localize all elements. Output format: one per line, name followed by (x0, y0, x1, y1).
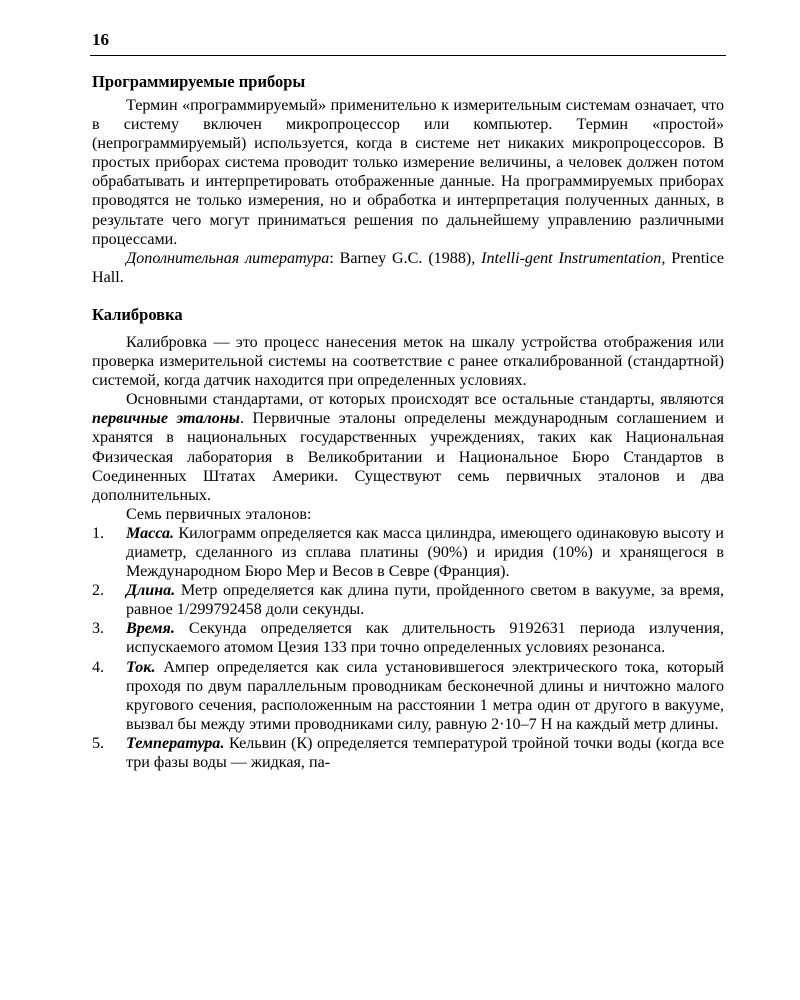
list-item-term: Температура. (126, 734, 225, 752)
section-title-programmable: Программируемые приборы (92, 72, 306, 91)
list-item (92, 658, 724, 734)
further-reading-title: Intelli-gent Instrumentation (481, 249, 662, 267)
list-item-term: Длина. (126, 582, 176, 600)
list-item-text: Кельвин (К) определяется температурой тройной точки воды (когда все три фазы воды — жидкая, па- (126, 734, 724, 771)
list-item-text: Ампер определяется как сила установившегося электрического тока, который проходя по двум параллельным проводникам бесконечной длины и ничтожно малого кругового сечения, расположенным на расстоянии 1 метра один от другого в вакууме, вызвал бы между этими проводниками силу, равную 2·10–7 Н на каждый метр длины. (126, 658, 724, 733)
primary-standards-list (92, 524, 724, 772)
paragraph-calibration-2 (92, 390, 724, 505)
list-item-term: Время. (126, 620, 175, 638)
paragraph-calibration-2-start: Основными стандартами, от которых происходят все остальные стандарты, являются (126, 391, 724, 409)
list-intro: Семь первичных эталонов: (126, 505, 312, 523)
list-item-text: Килограмм определяется как масса цилиндра, имеющего одинаковую высоту и диаметр, сделанного из сплава платины (90%) и иридия (10%) и хранящегося в Международном Бюро Мер и Весов в Севре (Франция). (126, 524, 724, 581)
paragraph-calibration-1: Калибровка — это процесс нанесения меток на шкалу устройства отображения или проверка измерительной системы на соответствие с ранее откалиброванной (стандартной) системой, когда датчик находится при определенных условиях. (92, 333, 724, 390)
list-item-number: 3. (92, 620, 105, 638)
primary-standards-term: первичные эталоны (92, 410, 240, 428)
list-item-term: Масса. (126, 524, 175, 542)
paragraph-calibration-2-end: . Первичные эталоны определены международным соглашением и хранятся в национальных государственных учреждениях, таких как Национальная Физическая лаборатория в Великобритании и Национальное Бюро Стандартов в Соединенных Штатах Америки. Существуют семь первичных эталонов и два дополнительных. (92, 410, 724, 504)
list-item-text: Метр определяется как длина пути, пройденного светом в вакууме, за время, равное 1/299792458 доли секунды. (126, 582, 724, 619)
further-reading-label: Дополнительная литература (126, 249, 330, 267)
header-rule (90, 55, 726, 56)
further-reading-author: : Barney G.C. (1988), (329, 249, 482, 267)
list-item (92, 581, 724, 619)
list-item-text: Секунда определяется как длительность 9192631 периода излучения, испускаемого атомом Цезия 133 при точно определенных условиях резонанса. (126, 620, 724, 657)
section-title-calibration: Калибровка (92, 304, 183, 324)
further-reading (92, 249, 724, 287)
list-item-number: 5. (92, 734, 105, 752)
list-item-number: 4. (92, 658, 105, 676)
paragraph-programmable: Термин «программируемый» применительно к измерительным системам означает, что в систему включен микропроцессор или компьютер. Термин «простой» (непрограммируемый) используется, когда в системе нет никаких микропроцессоров. В простых приборах система проводит только измерение величины, а человек должен потом обрабатывать и интерпретировать отображенные данные. На программируемых приборах проводятся не только измерения, но и обработка и интерпретация полученных данных, в результате чего могут приниматься решения по дальнейшему управлению различными процессами. (92, 97, 724, 248)
list-item (92, 524, 724, 581)
list-item (92, 734, 724, 772)
list-item-term: Ток. (126, 658, 156, 676)
list-item-number: 1. (92, 524, 105, 542)
list-item (92, 619, 724, 657)
page-number: 16 (92, 30, 109, 49)
page-content (92, 72, 724, 772)
list-item-number: 2. (92, 582, 105, 600)
further-reading-publisher: , Prentice Hall. (92, 249, 724, 286)
